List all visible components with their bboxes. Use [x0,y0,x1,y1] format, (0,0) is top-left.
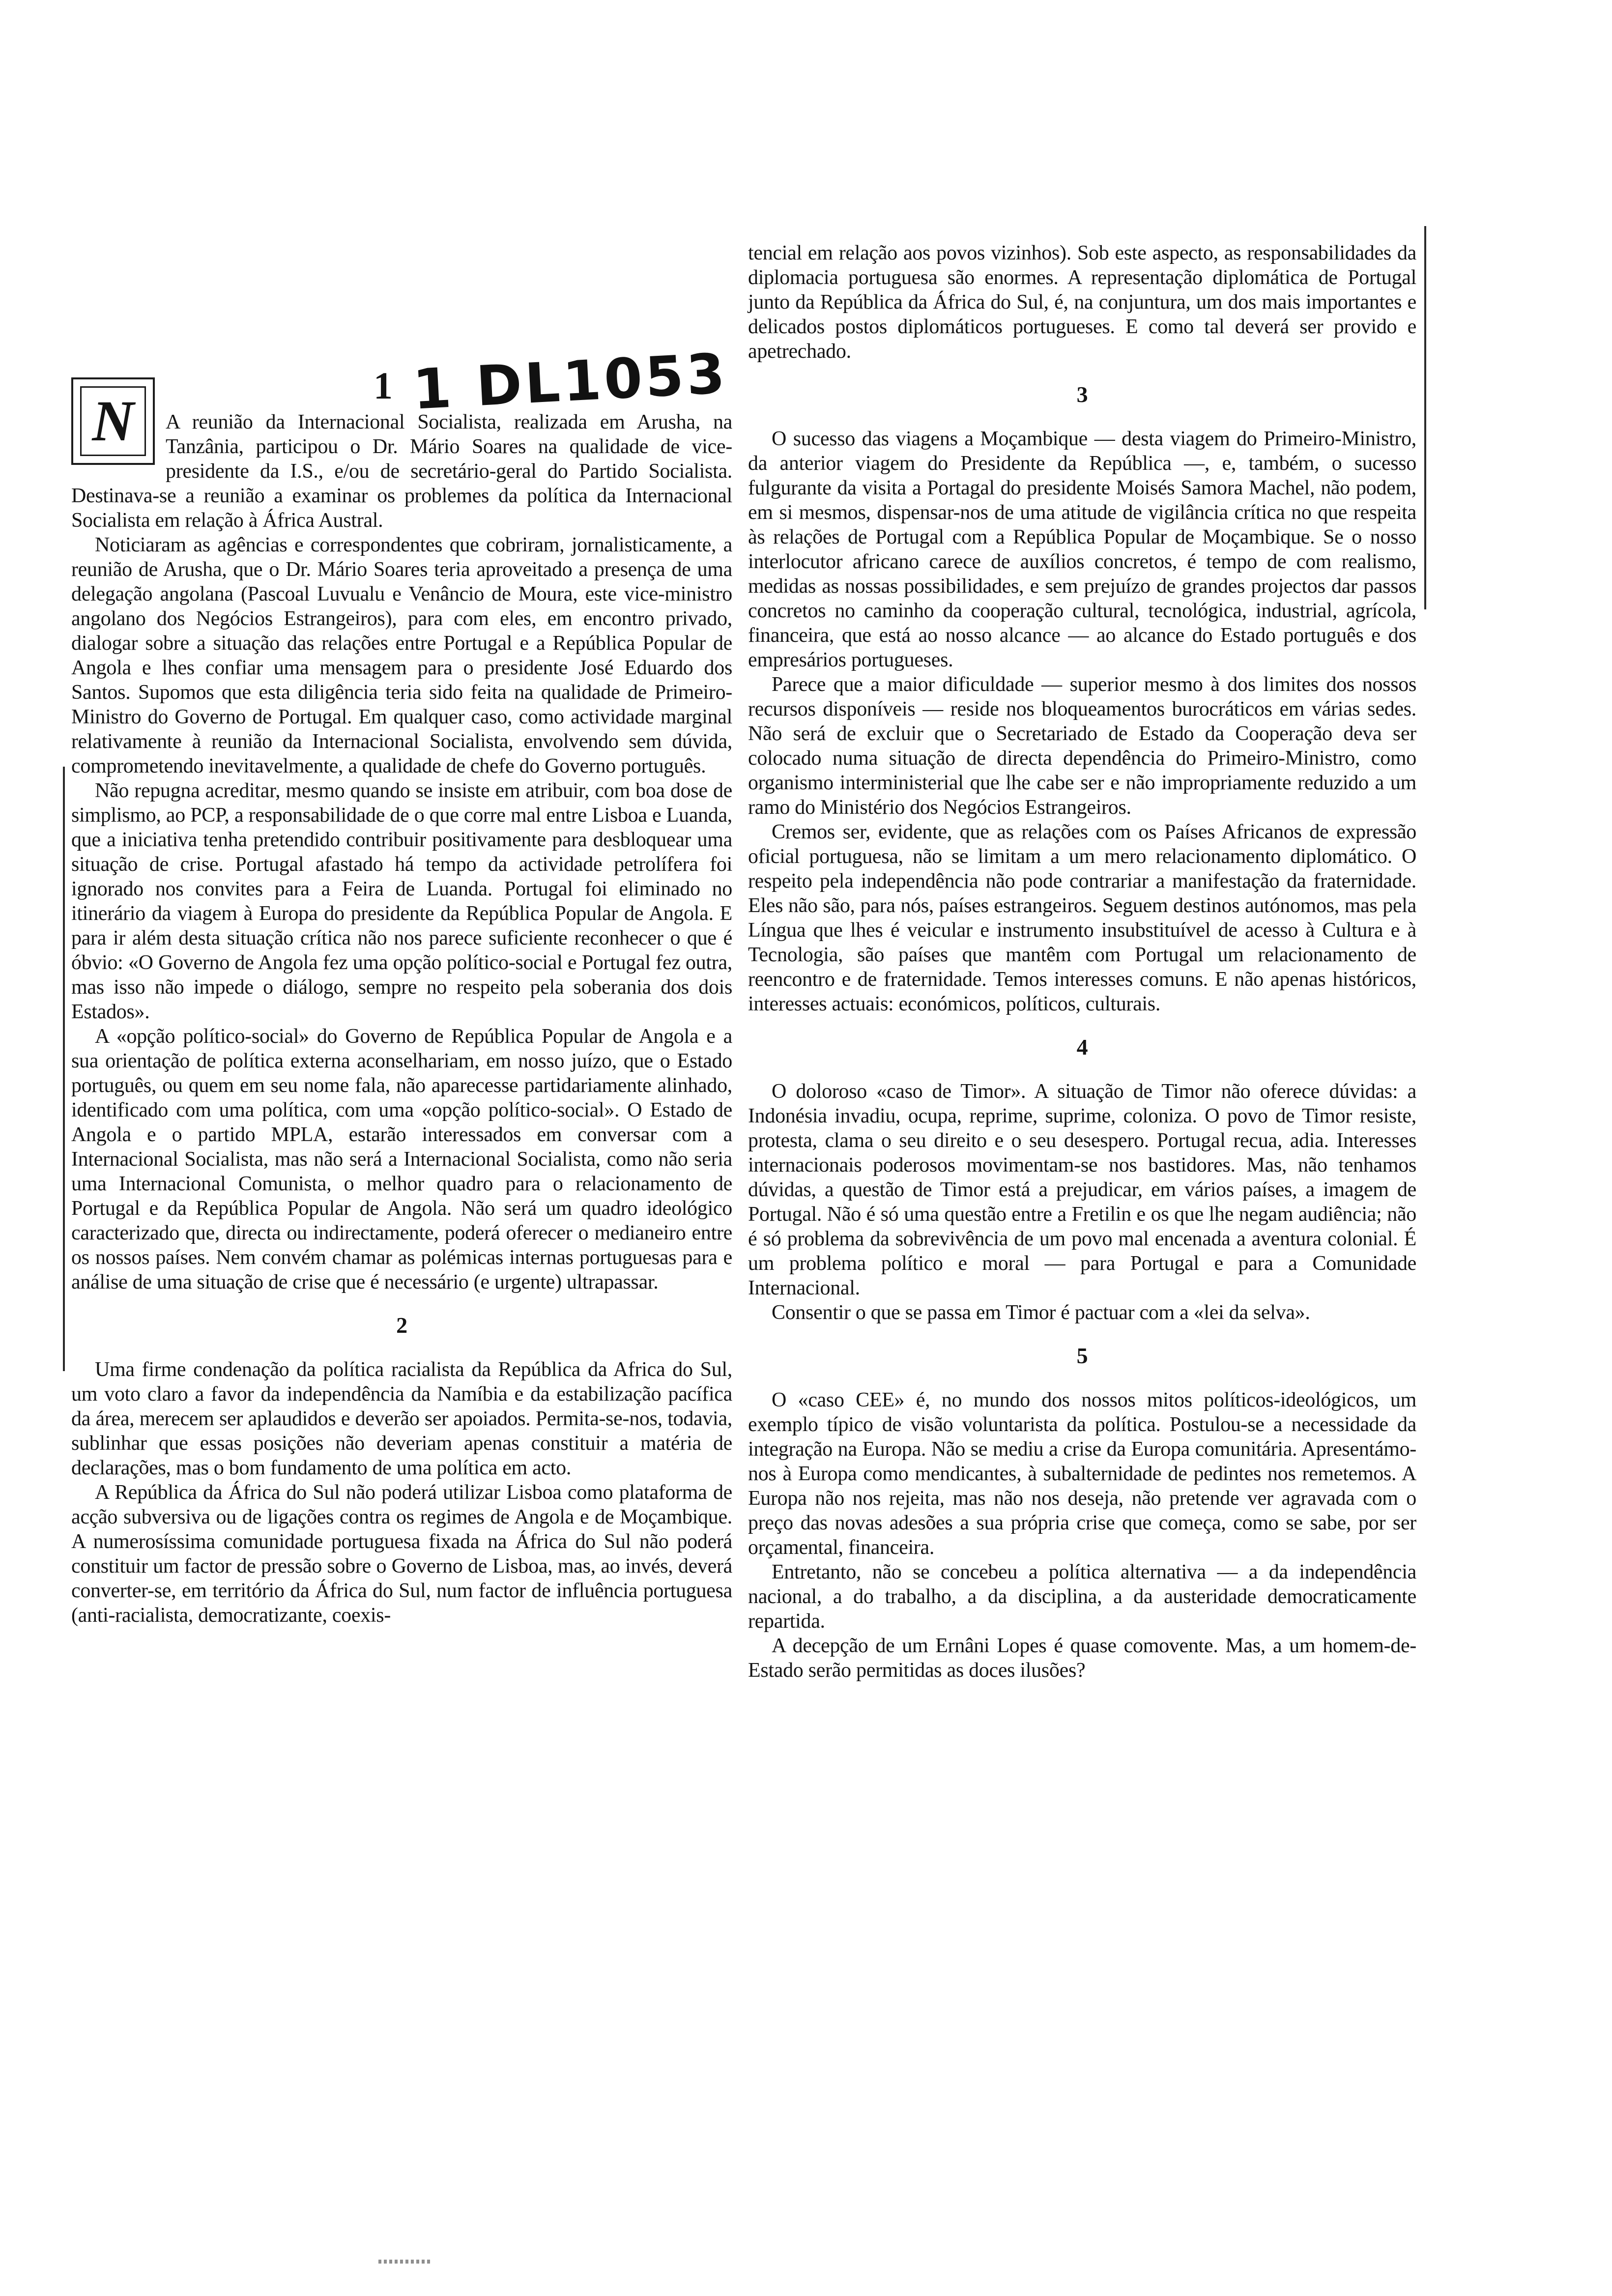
section-5-paragraph-2: Entretanto, não se concebeu a política alternativa — a da independência nacional, a do trabalho, a da disciplina, a da austeridade democraticamente repartida. [748,1561,1416,1633]
continuation-paragraph: tencial em relação aos povos vizinhos). Sob este aspecto, as responsabilidades da diplomacia portuguesa são enormes. A representação diplomática de Portugal junto da República da África do Sul, é, na conjuntura, um dos mais importantes e delicados postos diplomáticos portugueses. E como tal deverá ser provido e apetrechado. [748,242,1416,363]
section-1-paragraph-3: Não repugna acreditar, mesmo quando se insiste em atribuir, com boa dose de simplismo, ao PCP, a responsabilidade de o que corre mal entre Lisboa e Luanda, que a iniciativa tenha pretendido contribuir positivamente para desbloquear uma situação de crise. Portugal afastado há tempo da actividade petrolífera foi ignorado nos convites para a Feira de Luanda. Portugal foi eliminado no itinerário da viagem à Europa do presidente da República Popular de Angola. E para ir além desta situação crítica não nos parece suficiente reconhecer o que é óbvio: «O Governo de Angola fez uma opção político-social e Portugal fez outra, mas isso não impede o diálogo, sempre no respeito pela soberania dos dois Estados». [71,779,732,1023]
handwritten-archive-number: 1 DL1053 [411,342,729,422]
section-2 [71,1313,732,1628]
section-5-paragraph-3: A decepção de um Ernâni Lopes é quase comovente. Mas, a um homem-de-Estado serão permitidas as doces ilusões? [748,1635,1416,1682]
section-5-paragraph-1: O «caso CEE» é, no mundo dos nossos mitos políticos-ideológicos, um exemplo típico de visão voluntarista da política. Postulou-se a necessidade da integração na Europa. Não se mediu a crise da Europa comunitária. Apresentámo-nos à Europa como mendicantes, à subalternidade de pedintes nos remetemos. A Europa não nos rejeita, mas não nos deseja, não pretende ver agravada com o preço das novas adesões a sua própria crise que começa, como se sabe, por ser orçamental, financeira. [748,1389,1416,1559]
left-margin-rule [63,767,65,1371]
right-column-rule [1424,226,1426,609]
section-2-paragraph-2: A República da África do Sul não poderá utilizar Lisboa como plataforma de acção subversiva ou de ligações contra os regimes de Angola e de Moçambique. A numerosíssima comunidade portuguesa fixada na África do Sul não poderá constituir um factor de pressão sobre o Governo de Lisboa, mas, ao invés, deverá converter-se, em território da África do Sul, num factor de influência portuguesa (anti-racialista, democratizante, coexis- [71,1481,732,1627]
section-3-paragraph-1: O sucesso das viagens a Moçambique — desta viagem do Primeiro-Ministro, da anterior viagem do Presidente da República —, e, também, o sucesso fulgurante da visita a Portagal do presidente Moisés Samora Machel, não podem, em si mesmos, dispensar-nos de uma atitude de vigilância crítica no que respeita às relações de Portugal com a República Popular de Moçambique. Se o nosso interlocutor africano carece de auxílios concretos, é tempo de com realismo, medidas as nossas possibilidades, e sem prejuízo de grandes projectos dar passos concretos no caminho da cooperação cultural, tecnológica, industrial, agrícola, financeira, que está ao nosso alcance — ao alcance do Estado português e dos empresários portugueses. [748,428,1416,671]
section-5 [748,1344,1416,1683]
dropcap-letter: N [80,386,146,456]
section-1-paragraph-4: A «opção político-social» do Governo de República Popular de Angola e a sua orientação de política externa aconselhariam, em nosso juízo, que o Estado português, ou quem em seu nome fala, não aparecesse partidariamente alinhado, identificado com uma política, com uma «opção político-social». O Estado de Angola e o partido MPLA, estarão interessados em conversar com a Internacional Socialista, mas não será a Internacional Socialista, como não seria uma Internacional Comunista, o melhor quadro para o relacionamento de Portugal e da República Popular de Angola. Não será um quadro ideológico caracterizado que, directa ou indirectamente, poderá oferecer o medianeiro entre os nossos países. Nem convém chamar as polémicas internas portuguesas para e análise de uma situação de crise que é necessário (e urgente) ultrapassar. [71,1025,732,1293]
section-5-number: 5 [1076,1343,1088,1368]
left-column [71,373,732,1628]
section-1-paragraph-2: Noticiaram as agências e correspondentes que cobriram, jornalisticamente, a reunião de Arusha, que o Dr. Mário Soares teria aproveitado a presença de uma delegação angolana (Pascoal Luvualu e Venâncio de Moura, este vice-ministro angolano dos Negócios Estrangeiros), para com eles, em encontro privado, dialogar sobre a situação das relações entre Portugal e a República Popular de Angola e lhes confiar uma mensagem para o presidente José Eduardo dos Santos. Supomos que esta diligência teria sido feita na qualidade de Primeiro-Ministro do Governo de Portugal. Em qualquer caso, como actividade marginal relativamente à reunião da Internacional Socialista, envolvendo sem dúvida, comprometendo inevitavelmente, a qualidade de chefe do Governo português. [71,534,732,777]
section-3 [748,382,1416,1016]
section-4-number: 4 [1076,1034,1088,1060]
section-1-paragraph-1: A reunião da Internacional Socialista, realizada em Arusha, na Tanzânia, participou o Dr. Mário Soares na qualidade de vice-presidente da I.S., e/ou de secretário-geral do Partido Socialista. Destinava-se a reunião a examinar os problemes da política da Internacional Socialista em relação à África Austral. [71,411,732,532]
section-4-paragraph-1: O doloroso «caso de Timor». A situação de Timor não oferece dúvidas: a Indonésia invadiu, ocupa, reprime, suprime, coloniza. O povo de Timor resiste, protesta, clama o seu direito e o seu desespero. Portugal recua, adia. Interesses internacionais poderosos movimentam-se nos bastidores. Mas, não tenhamos dúvidas, a questão de Timor está a prejudicar, em vários países, a imagem de Portugal. Não é só uma questão entre a Fretilin e os que lhe negam audiência; não é só problema da sobrevivência de um povo mal encenada a aventura colonial. É um problema político e moral — para Portugal e para a Comunidade Internacional. [748,1080,1416,1299]
section-4-paragraph-2: Consentir o que se passa em Timor é pactuar com a «lei da selva». [772,1301,1310,1324]
dropcap-box [71,377,155,465]
section-1-number: 1 [374,364,393,407]
right-column [748,241,1416,1683]
section-3-number: 3 [1076,382,1088,407]
section-2-paragraph-1: Uma firme condenação da política racialista da República da Africa do Sul, um voto claro a favor da independência da Namíbia e da estabilização pacífica da área, merecem ser aplaudidos e deverão ser apoiados. Permita-se-nos, todavia, sublinhar que essas posições não deveriam apenas constituir a matéria de declarações, mas o bom fundamento de uma política em acto. [71,1358,732,1479]
section-1 [71,373,732,1294]
section-3-paragraph-2: Parece que a maior dificuldade — superior mesmo à dos limites dos nossos recursos disponíveis — reside nos bloqueamentos burocráticos em várias sedes. Não será de excluir que o Secretariado de Estado da Cooperação deva ser colocado numa situação de directa dependência do Primeiro-Ministro, como organismo interministerial que lhe cabe ser e não impropriamente reduzido a um ramo do Ministério dos Negócios Estrangeiros. [748,673,1416,819]
section-3-paragraph-3: Cremos ser, evidente, que as relações com os Países Africanos de expressão oficial portuguesa, não se limitam a um mero relacionamento diplomático. O respeito pela independência não pode contrariar a manifestação da fraternidade. Eles não são, para nós, países estrangeiros. Seguem destinos autónomos, mas pela Língua que lhes é veicular e instrumento insubstituível de acesso à Cultura e à Tecnologia, são países que mantêm com Portugal um relacionamento de reencontro e de fraternidade. Temos interesses comuns. E não apenas históricos, interesses actuais: económicos, políticos, culturais. [748,821,1416,1015]
section-2-number: 2 [396,1313,407,1338]
scan-smudge [378,2260,432,2264]
section-4 [748,1035,1416,1325]
